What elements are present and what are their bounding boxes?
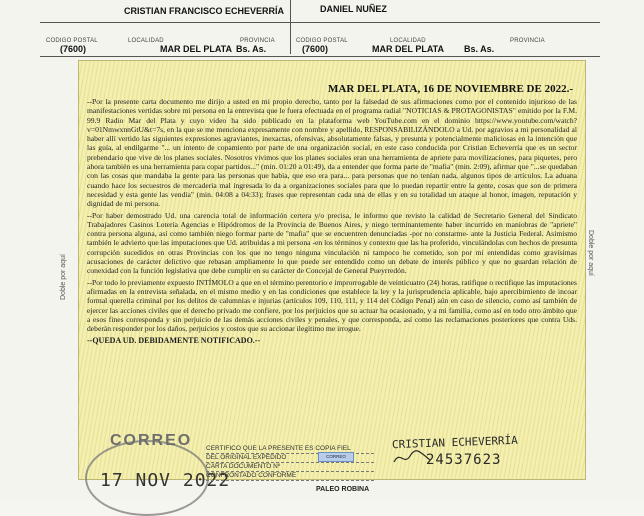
cert-line-4: CONFRONTADO CONFORME — [206, 472, 374, 481]
closing-line: --QUEDA UD. DEBIDAMENTE NOTIFICADO.-- — [87, 336, 261, 346]
cert-line-2: DEL ORIGINAL EXPEDIDO — [206, 454, 374, 463]
sender-city-label: LOCALIDAD — [128, 38, 164, 44]
cert-line-3: CARTA DOCUMENTO Nº — [206, 463, 374, 472]
sender-postal-label: CODIGO POSTAL — [46, 38, 98, 44]
sender-province-label: PROVINCIA — [240, 38, 275, 44]
sender-city: MAR DEL PLATA — [160, 44, 232, 54]
letter-date: MAR DEL PLATA, 16 DE NOVIEMBRE DE 2022.- — [328, 83, 573, 95]
header-bottom-rule — [40, 56, 600, 57]
postal-stamp-date: 17 NOV 2022 — [100, 470, 231, 491]
fold-label-left: Doble por aquí — [60, 254, 67, 300]
letter-body — [78, 60, 586, 480]
signature-name: CRISTIAN ECHEVERRÍA — [391, 433, 519, 452]
recipient-postal-label: CODIGO POSTAL — [296, 38, 348, 44]
fold-label-right: Doble por aquí — [587, 230, 594, 276]
sender-name: CRISTIAN FRANCISCO ECHEVERRÍA — [124, 6, 285, 16]
recipient-city-label: LOCALIDAD — [390, 38, 426, 44]
recipient-name: DANIEL NUÑEZ — [320, 4, 387, 14]
letter-text — [87, 97, 577, 348]
recipient-province: Bs. As. — [464, 44, 495, 54]
clerk-name: PALEO ROBINA — [316, 486, 370, 493]
recipient-postal: (7600) — [302, 44, 329, 54]
sender-postal: (7600) — [60, 44, 87, 54]
recipient-province-label: PROVINCIA — [510, 38, 545, 44]
recipient-city: MAR DEL PLATA — [372, 44, 444, 54]
paragraph-3: --Por todo lo previamente expuesto INTÍMOLO a que en el término perentorio e improrrogable de veinticuatro (24) horas, ratifique o rectifique las imputaciones afirmadas en la entrevista señalada, en el mismo medio y en las condiciones que establece la ley y la jurisprudencia aplicable, bajo apercibimiento de incoar formal querella criminal por los delitos de calumnias e injurias (artículos 109, 110, 111, y 114 del Código Penal) aún en caso de silencio, como así también de ejercer las acciones civiles que el derecho privado me confiere, por los perjuicios que su actuar ha ocasionado, y a mi familia, como así en todo otro ámbito que a esos fines corresponda y sin perjuicio de las demás acciones civiles y penales, y que corresponda, así como las reclamaciones posteriores que contra Uds. deberán responder por los daños, perjuicios y costos que su accionar ilegítimo me irrogue. — [87, 277, 577, 334]
sender-province: Bs. As. — [236, 44, 267, 54]
signature-id-number: 24537623 — [426, 452, 502, 468]
address-header — [40, 0, 600, 56]
paragraph-2: --Por haber demostrado Ud. una carencia total de información certera y/o precisa, le informo que revisto la calidad de Secretario General del Sindicato Trabajadores Casinos Lotería Agencias e Hipódromos de la Provincia de Buenos Aires, y niego terminantemente haber incurrido en maniobras de "apriete" contra persona alguna, así como también niego formar parte de "mafia" que se encuentren denunciadas -por no constarme- ante la Justicia Federal. Asimismo también le advierto que las imputaciones que Ud. atribuidas a mi persona -en los términos y contexto que las ha proferido, vinculándolas con hechos de presunta corrupción sucedidos en otras Provincias con los que no tengo ninguna vinculación ni tampoco he cometido, son por mi entendidas como gravísimas acusaciones de carácter delictivo que rebasan ampliamente lo que puede ser entendido como un debate de interés público y que no guardan relación de conexidad con la función legislativa que debe cumplir en su carácter de Concejal de General Pueyrredón. — [87, 210, 577, 276]
postal-stamp-title: CORREO — [110, 432, 193, 449]
blue-stamp-tag: CORREO — [318, 452, 354, 462]
paragraph-1: --Por la presente carta documento me dirijo a usted en mi propio derecho, tanto por la falsedad de sus afirmaciones como por el contenido injurioso de las manifestaciones vertidas sobre mi persona en la entrevista que le fuera efectuada en el programa radial "NOTICIAS & PROTAGONISTAS" emitido por la F.M. 99.9 Radio Mar del Plata y cuyo video ha sido publicado en la plataforma web YouTube.com en el dominio https://www.youtube.com/watch?v=01NmwxnnGtU&t=7s, en la que se me menciona expresamente con nombre y apellido, RESPONSABILIZÁNDOLO a Ud. por agravios a mi personalidad al haber allí vertido las siguientes expresiones agraviantes, inexactas, ofensivas, absolutamente falsas, y presunta y potencialmente maliciosas en la intención que las guía, al endilgarme "... un intento de copamiento por parte de una organización social, en este caso conducida por Cristian Echeverría que es un sector prebendario que vive de los planes sociales. Nosotros vivimos que los planes sociales eran una herramienta de apriete para movilizaciones, para piquetes, pero ahora también es una herramienta para copar partidos..." (min. 01:20 a 01:49), da a entender que forma parte de "mafia" (min. 2:09), afirmar que "...se quedaban con las cosas que mandaba la gente para las personas que había, que eso era para... para personas que no tenían nada, algunos tipos de artículos. La aduana cuando hace los secuestros de mercadería mal ingresada lo da a organizaciones sociales para que lo puedan repartir entre la gente, cosas que son de primera necesidad y esta gente las vendía" (min. 04:08 a 04:33); frases que representan cada una de ellas y en su totalidad un ataque al honor, imagen, reputación y dignidad de mi persona. — [87, 97, 577, 209]
cert-line-1: CERTIFICO QUE LA PRESENTE ES COPIA FIEL — [206, 445, 374, 454]
header-divider — [290, 0, 291, 54]
header-rule — [40, 22, 600, 23]
